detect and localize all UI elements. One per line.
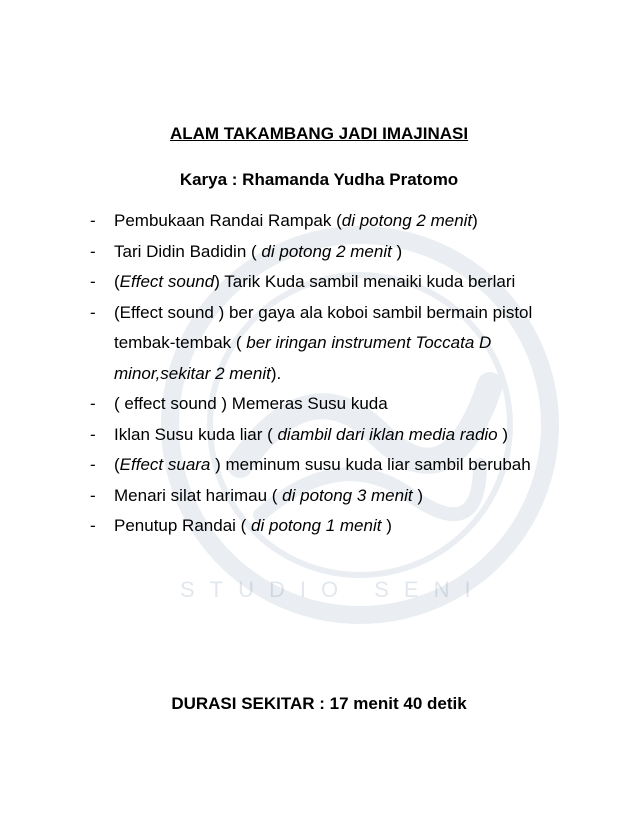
item-text-italic: di potong 2 menit — [261, 241, 392, 261]
item-text-italic: di potong 3 menit — [282, 485, 413, 505]
item-text: ( — [114, 272, 120, 291]
item-text: ( — [114, 455, 120, 474]
item-text: ) — [472, 211, 478, 230]
watermark-text: STUDIO SENI — [180, 577, 486, 602]
item-text: Pembukaan Randai Rampak ( — [114, 211, 342, 230]
item-text: ) meminum susu kuda liar sambil berubah — [210, 455, 531, 474]
item-text: (Effect sound ) ber gaya ala koboi sambil bermain pistol tembak-tembak ( — [114, 302, 533, 352]
item-text: ) — [391, 241, 403, 261]
list-marker: - — [90, 272, 96, 291]
item-text: ) Tarik Kuda sambil menaiki kuda berlari — [214, 272, 516, 291]
list-item — [90, 481, 560, 512]
item-text-italic: di potong 1 menit — [251, 516, 382, 535]
document-title: ALAM TAKAMBANG JADI IMAJINASI — [169, 124, 469, 143]
list-marker: - — [90, 424, 96, 444]
list-marker: - — [90, 394, 96, 413]
list-item — [90, 206, 560, 237]
duration-summary: DURASI SEKITAR : 17 menit 40 detik — [171, 694, 467, 713]
list-marker: - — [90, 241, 96, 261]
list-marker: - — [90, 455, 96, 474]
item-text: Iklan Susu kuda liar ( — [114, 424, 278, 444]
list-item — [90, 298, 560, 390]
item-text-italic: Effect suara — [119, 455, 211, 474]
item-text: ) — [381, 516, 392, 535]
list-marker: - — [90, 211, 96, 230]
document-author: Karya : Rhamanda Yudha Pratomo — [179, 170, 459, 189]
list-item — [90, 237, 560, 268]
list-item — [90, 511, 560, 542]
item-text: ) — [497, 424, 509, 444]
list-marker: - — [90, 485, 96, 505]
item-text: ( effect sound ) Memeras Susu kuda — [114, 394, 388, 413]
item-text-italic: diambil dari iklan media radio — [277, 424, 498, 444]
item-text-italic: ber iringan instrument Toccata D minor,sekitar 2 menit — [114, 333, 492, 383]
list-item — [90, 450, 560, 481]
item-text: ) — [412, 485, 423, 505]
list-item — [90, 267, 560, 298]
item-text: Tari Didin Badidin ( — [114, 241, 262, 261]
item-text: Menari silat harimau ( — [114, 485, 283, 505]
item-text-italic: Effect sound — [119, 272, 215, 291]
list-marker: - — [90, 302, 96, 322]
list-item — [90, 389, 560, 420]
item-text: Penutup Randai ( — [114, 516, 252, 535]
item-text: ). — [270, 363, 282, 383]
list-item — [90, 420, 560, 451]
item-list — [90, 206, 560, 542]
item-text-italic: di potong 2 menit — [341, 211, 473, 230]
list-marker: - — [90, 516, 96, 535]
